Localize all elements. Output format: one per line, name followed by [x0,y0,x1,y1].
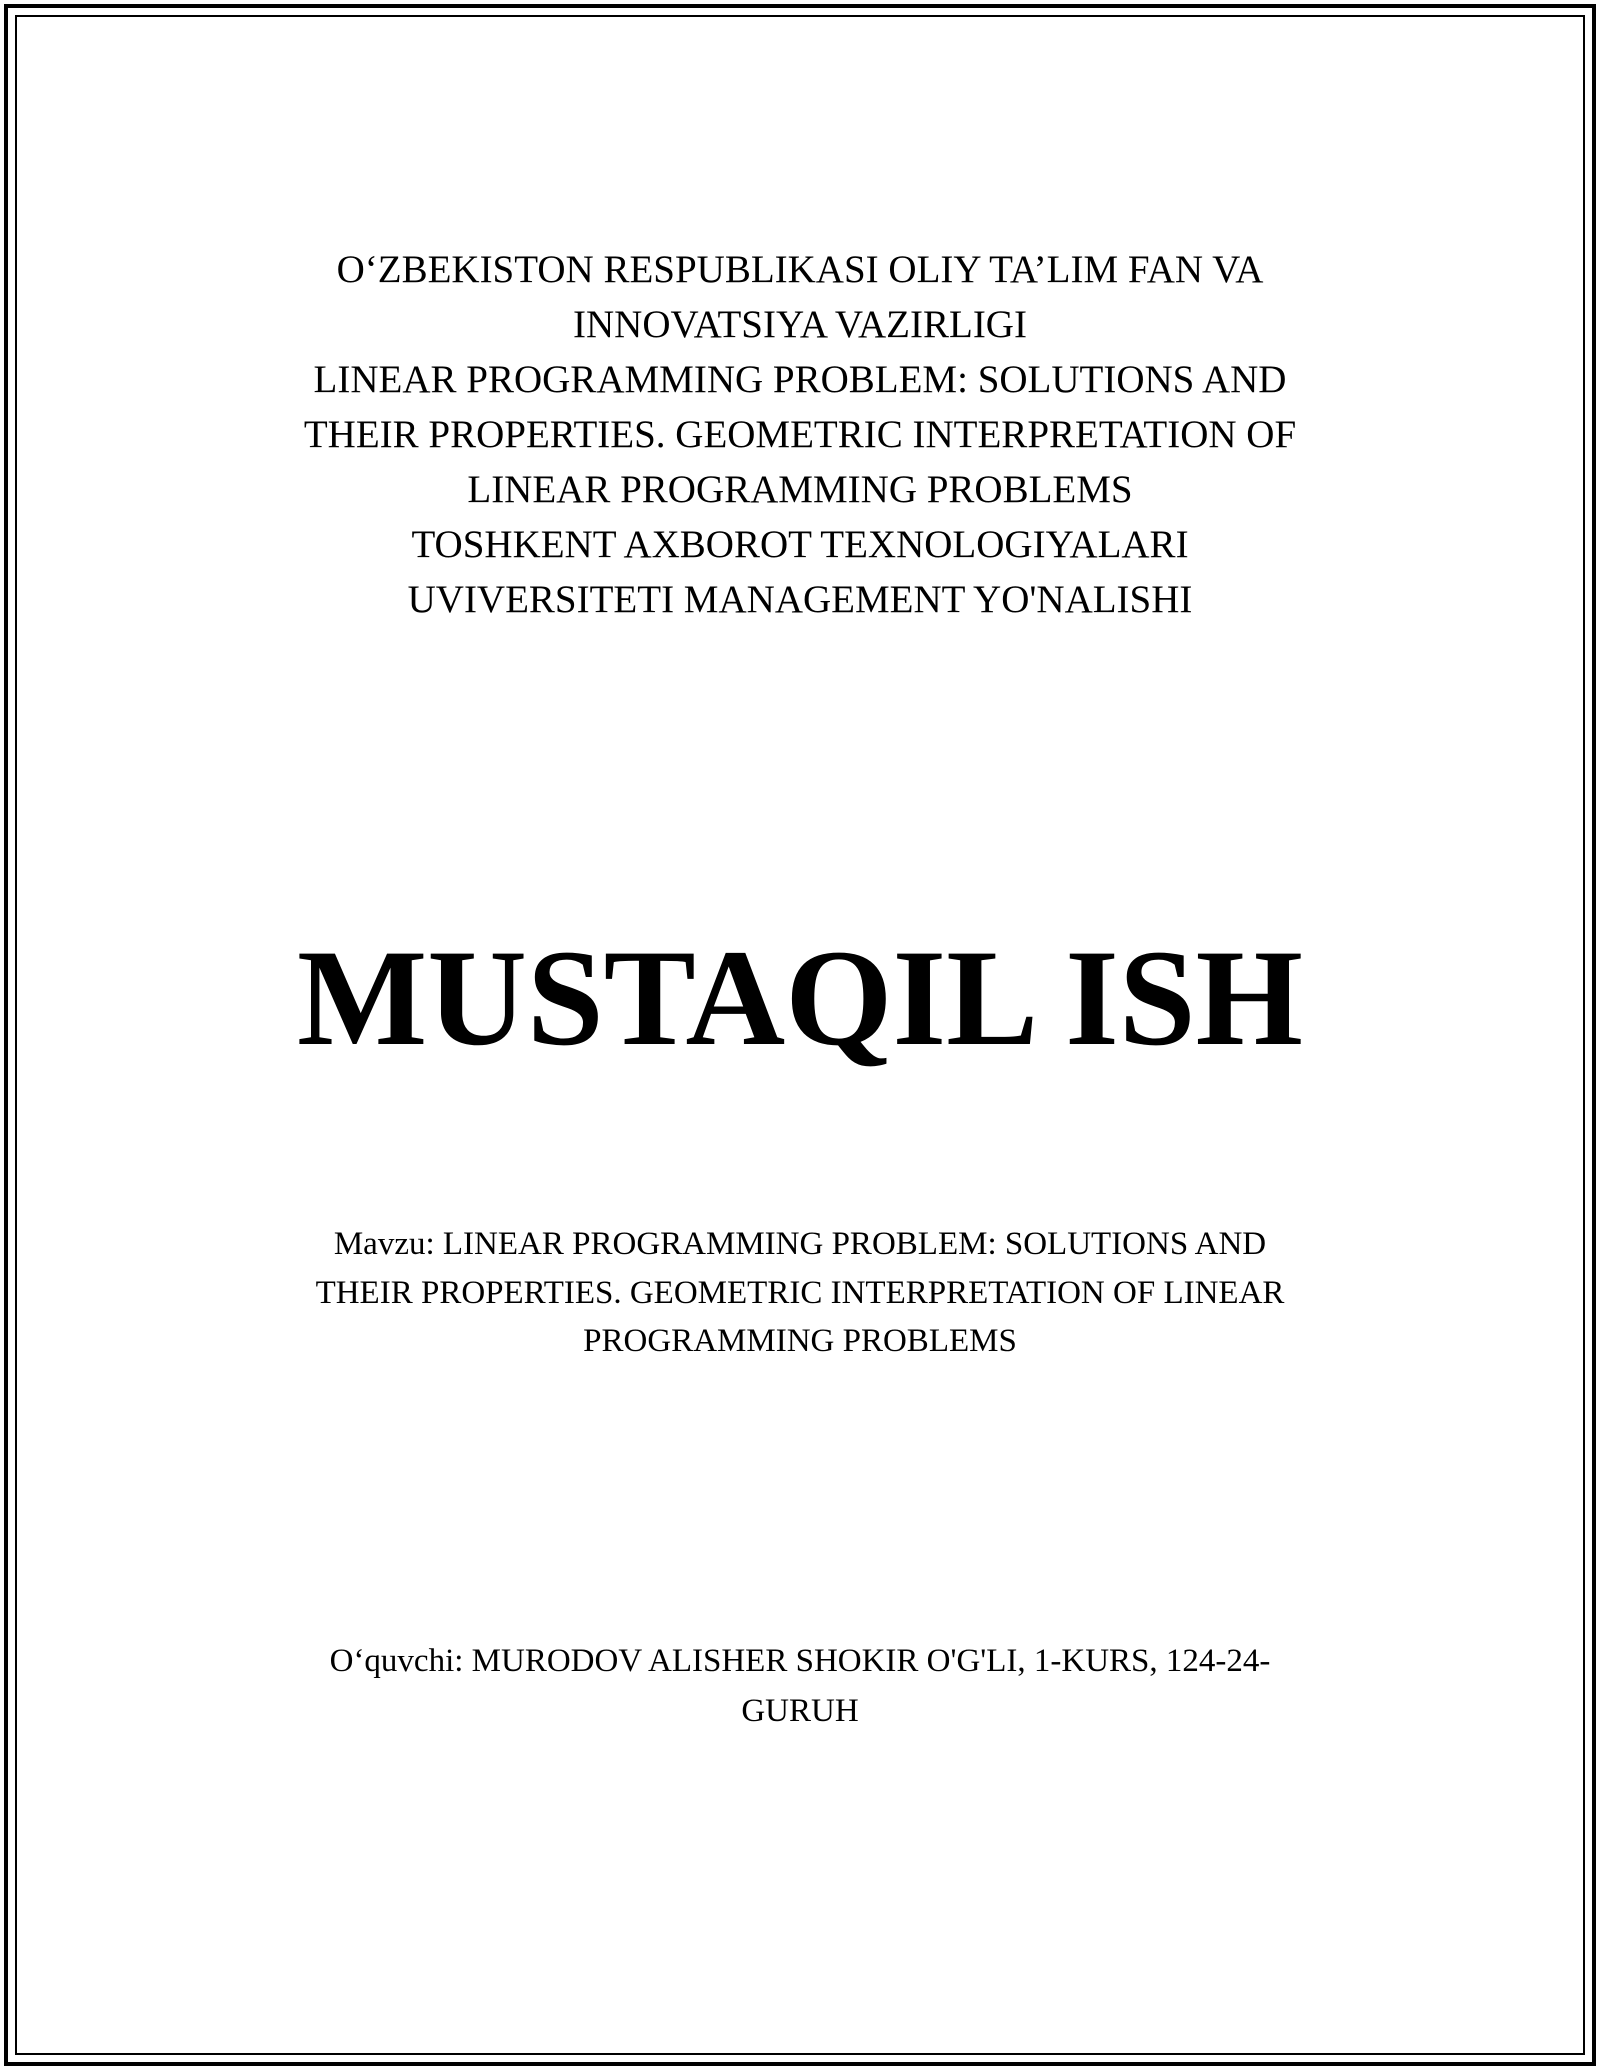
student-line: O‘quvchi: MURODOV ALISHER SHOKIR O'G'LI, 1-KURS, 124-24- [329,1643,1271,1679]
student-line: GURUH [741,1693,859,1729]
header-line: TOSHKENT AXBOROT TEXNOLOGIYALARI [411,523,1189,566]
header-block [160,242,1440,627]
header-line: UVIVERSITETI MANAGEMENT YO'NALISHI [407,578,1193,621]
topic-line: Mavzu: LINEAR PROGRAMMING PROBLEM: SOLUTIONS AND [333,1226,1267,1262]
header-line: THEIR PROPERTIES. GEOMETRIC INTERPRETATION OF [303,413,1297,456]
header-line: LINEAR PROGRAMMING PROBLEMS [467,468,1133,511]
header-line: LINEAR PROGRAMMING PROBLEM: SOLUTIONS AND [313,358,1287,401]
document-title: MUSTAQIL ISH [297,921,1303,1074]
topic-line: THEIR PROPERTIES. GEOMETRIC INTERPRETATION OF LINEAR [315,1274,1285,1311]
topic-block [160,1220,1440,1366]
topic-line: PROGRAMMING PROBLEMS [583,1323,1017,1359]
header-line: INNOVATSIYA VAZIRLIGI [573,303,1027,346]
header-line: O‘ZBEKISTON RESPUBLIKASI OLIY TA’LIM FAN VA [336,248,1264,291]
student-block [160,1636,1440,1736]
